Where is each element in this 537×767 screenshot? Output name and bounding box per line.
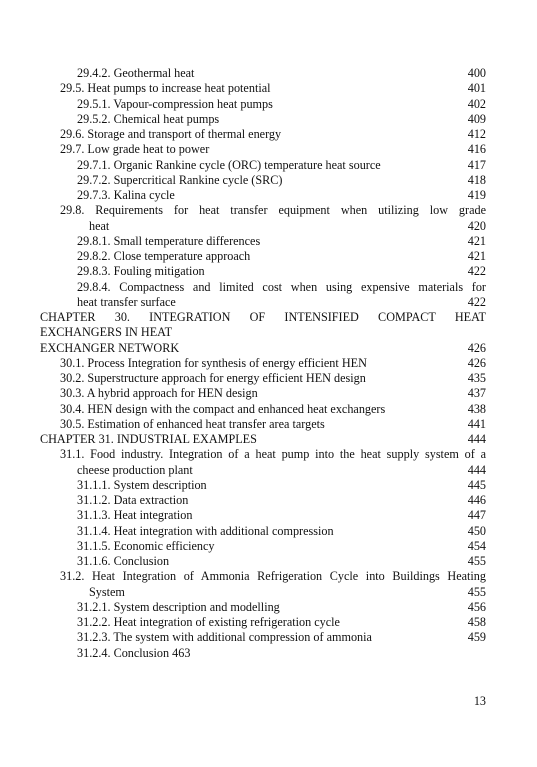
toc-entry[interactable] <box>40 386 486 401</box>
chapter-title-end: EXCHANGER NETWORK <box>40 340 180 355</box>
toc-entry-title: 30.3. A hybrid approach for HEN design <box>60 386 258 401</box>
toc-entry-title: 29.4.2. Geothermal heat <box>77 66 195 80</box>
toc-entry-page: 421 <box>467 233 486 248</box>
toc-entry-page: 422 <box>467 294 486 309</box>
toc-entry-title: 30.2. Superstructure approach for energy efficient HEN design <box>60 371 366 385</box>
toc-entry[interactable] <box>40 569 486 600</box>
toc-entry[interactable] <box>40 371 486 386</box>
toc-entry[interactable] <box>40 188 486 203</box>
toc-entry-title: 29.8.4. Compactness and limited cost when using expensive materials for <box>77 279 486 294</box>
page-number: 13 <box>473 694 486 708</box>
toc-entry[interactable] <box>40 417 486 432</box>
toc-entry-title: 29.8.3. Fouling mitigation <box>77 264 205 279</box>
toc-entry-title: 31.1.2. Data extraction <box>77 493 189 507</box>
toc-entry-title: 31.2. Heat Integration of Ammonia Refrigeration Cycle into Buildings Heating <box>60 569 486 584</box>
toc-entry-title: 29.5. Heat pumps to increase heat potential <box>60 81 271 96</box>
toc-entry-page: 437 <box>467 386 486 401</box>
toc-entry[interactable] <box>40 478 486 493</box>
toc-entry-page: 454 <box>467 538 486 553</box>
toc-entry-page: 402 <box>467 96 486 111</box>
toc-entry[interactable] <box>40 234 486 249</box>
toc-entry-title: 31.2.3. The system with additional compression of ammonia <box>77 630 372 645</box>
toc-entry-page: 419 <box>467 188 486 202</box>
toc-entry-title: 31.1.1. System description <box>77 477 207 492</box>
toc-entry[interactable] <box>40 524 486 539</box>
toc-entry-page: 435 <box>467 371 486 385</box>
toc-entry-continuation <box>40 463 486 478</box>
toc-entry[interactable] <box>40 173 486 188</box>
toc-entry-title-cont: heat transfer surface <box>77 294 176 309</box>
toc-entry-page: 418 <box>467 172 486 187</box>
toc-entry-title: 29.5.1. Vapour-compression heat pumps <box>77 96 273 111</box>
toc-entry-title-cont: cheese production plant <box>77 462 193 477</box>
toc-entry[interactable] <box>40 554 486 569</box>
toc-entry[interactable] <box>40 97 486 112</box>
toc-entry[interactable] <box>40 203 486 234</box>
toc-entry-page: 450 <box>467 523 486 538</box>
toc-entry-page: 445 <box>467 477 486 492</box>
toc-entry-page: 400 <box>467 66 486 80</box>
toc-entry-title: 29.8. Requirements for heat transfer equipment when utilizing low grade <box>60 203 486 218</box>
toc-entry-continuation <box>40 585 486 600</box>
toc-entry-title: 31.2.2. Heat integration of existing refrigeration cycle <box>77 615 340 629</box>
toc-entry-page: 426 <box>467 340 486 355</box>
toc-chapter-entry[interactable] <box>40 432 486 447</box>
toc-entry-page: 417 <box>467 157 486 172</box>
toc-entry-title: 29.7. Low grade heat to power <box>60 142 210 157</box>
table-of-contents <box>40 66 486 661</box>
toc-entry[interactable] <box>40 600 486 615</box>
toc-entry-title: 30.1. Process Integration for synthesis of energy efficient HEN <box>60 355 367 370</box>
toc-entry-title: 29.7.1. Organic Rankine cycle (ORC) temperature heat source <box>77 157 381 172</box>
toc-entry-title: 29.8.2. Close temperature approach <box>77 249 251 263</box>
toc-entry-continuation <box>40 295 486 310</box>
toc-entry-page: 421 <box>467 249 486 263</box>
toc-entry-page: 416 <box>467 142 486 157</box>
toc-entry-page: 422 <box>467 264 486 279</box>
toc-entry-title: 31.2.4. Conclusion 463 <box>77 645 191 660</box>
toc-entry[interactable] <box>40 142 486 157</box>
toc-entry[interactable] <box>40 493 486 508</box>
toc-chapter-entry[interactable] <box>40 310 486 356</box>
toc-entry-page: 444 <box>467 462 486 477</box>
toc-entry[interactable] <box>40 402 486 417</box>
toc-entry[interactable] <box>40 127 486 142</box>
toc-entry-title: 31.1.4. Heat integration with additional compression <box>77 523 334 538</box>
chapter-title-cont: EXCHANGERS IN HEAT <box>40 325 173 340</box>
toc-entry-page: 455 <box>467 584 486 599</box>
toc-entry-title: 30.4. HEN design with the compact and enhanced heat exchangers <box>60 401 386 416</box>
toc-entry[interactable] <box>40 249 486 264</box>
toc-entry-page: 459 <box>467 630 486 645</box>
toc-entry-title: 29.7.2. Supercritical Rankine cycle (SRC) <box>77 172 283 187</box>
toc-entry[interactable] <box>40 508 486 523</box>
toc-entry[interactable] <box>40 264 486 279</box>
toc-entry-page: 447 <box>467 508 486 523</box>
toc-entry[interactable] <box>40 447 486 478</box>
toc-entry[interactable] <box>40 646 486 661</box>
toc-entry-page: 446 <box>467 493 486 507</box>
toc-entry-continuation <box>40 341 486 356</box>
toc-entry-title-cont: System <box>89 584 125 599</box>
toc-entry-title: 29.8.1. Small temperature differences <box>77 233 261 248</box>
toc-entry-page: 401 <box>467 81 486 96</box>
toc-entry-page: 438 <box>467 401 486 416</box>
toc-entry-page: 426 <box>467 355 486 370</box>
toc-entry[interactable] <box>40 539 486 554</box>
toc-entry[interactable] <box>40 158 486 173</box>
toc-entry-title: 31.1.5. Economic efficiency <box>77 538 215 553</box>
toc-entry[interactable] <box>40 615 486 630</box>
toc-entry-page: 441 <box>467 416 486 431</box>
toc-entry-page: 409 <box>467 111 486 126</box>
toc-entry[interactable] <box>40 356 486 371</box>
toc-entry-title: 30.5. Estimation of enhanced heat transfer area targets <box>60 416 325 431</box>
toc-entry-page: 458 <box>467 615 486 629</box>
toc-entry[interactable] <box>40 630 486 645</box>
toc-entry-title: 31.1. Food industry. Integration of a heat pump into the heat supply system of a <box>60 447 486 462</box>
toc-entry-page: 420 <box>467 218 486 233</box>
toc-entry-continuation <box>40 219 486 234</box>
toc-entry-title-cont: heat <box>89 218 110 233</box>
toc-entry-title: 31.2.1. System description and modelling <box>77 599 280 614</box>
toc-entry-title: 31.1.6. Conclusion <box>77 554 170 568</box>
toc-entry-page: 444 <box>467 432 486 446</box>
toc-entry-title: 29.6. Storage and transport of thermal energy <box>60 127 282 141</box>
toc-entry-page: 412 <box>467 127 486 141</box>
chapter-title: CHAPTER 30. INTEGRATION OF INTENSIFIED COMPACT HEAT <box>40 310 486 324</box>
toc-entry[interactable] <box>40 112 486 127</box>
toc-entry-page: 455 <box>467 554 486 568</box>
toc-entry-page: 456 <box>467 599 486 614</box>
toc-entry[interactable] <box>40 81 486 96</box>
toc-entry-title: 29.7.3. Kalina cycle <box>77 188 175 202</box>
toc-entry-title: 29.5.2. Chemical heat pumps <box>77 111 220 126</box>
toc-entry-title: 31.1.3. Heat integration <box>77 508 193 523</box>
chapter-title: CHAPTER 31. INDUSTRIAL EXAMPLES <box>40 432 257 446</box>
toc-entry[interactable] <box>40 66 486 81</box>
toc-entry[interactable] <box>40 280 486 311</box>
